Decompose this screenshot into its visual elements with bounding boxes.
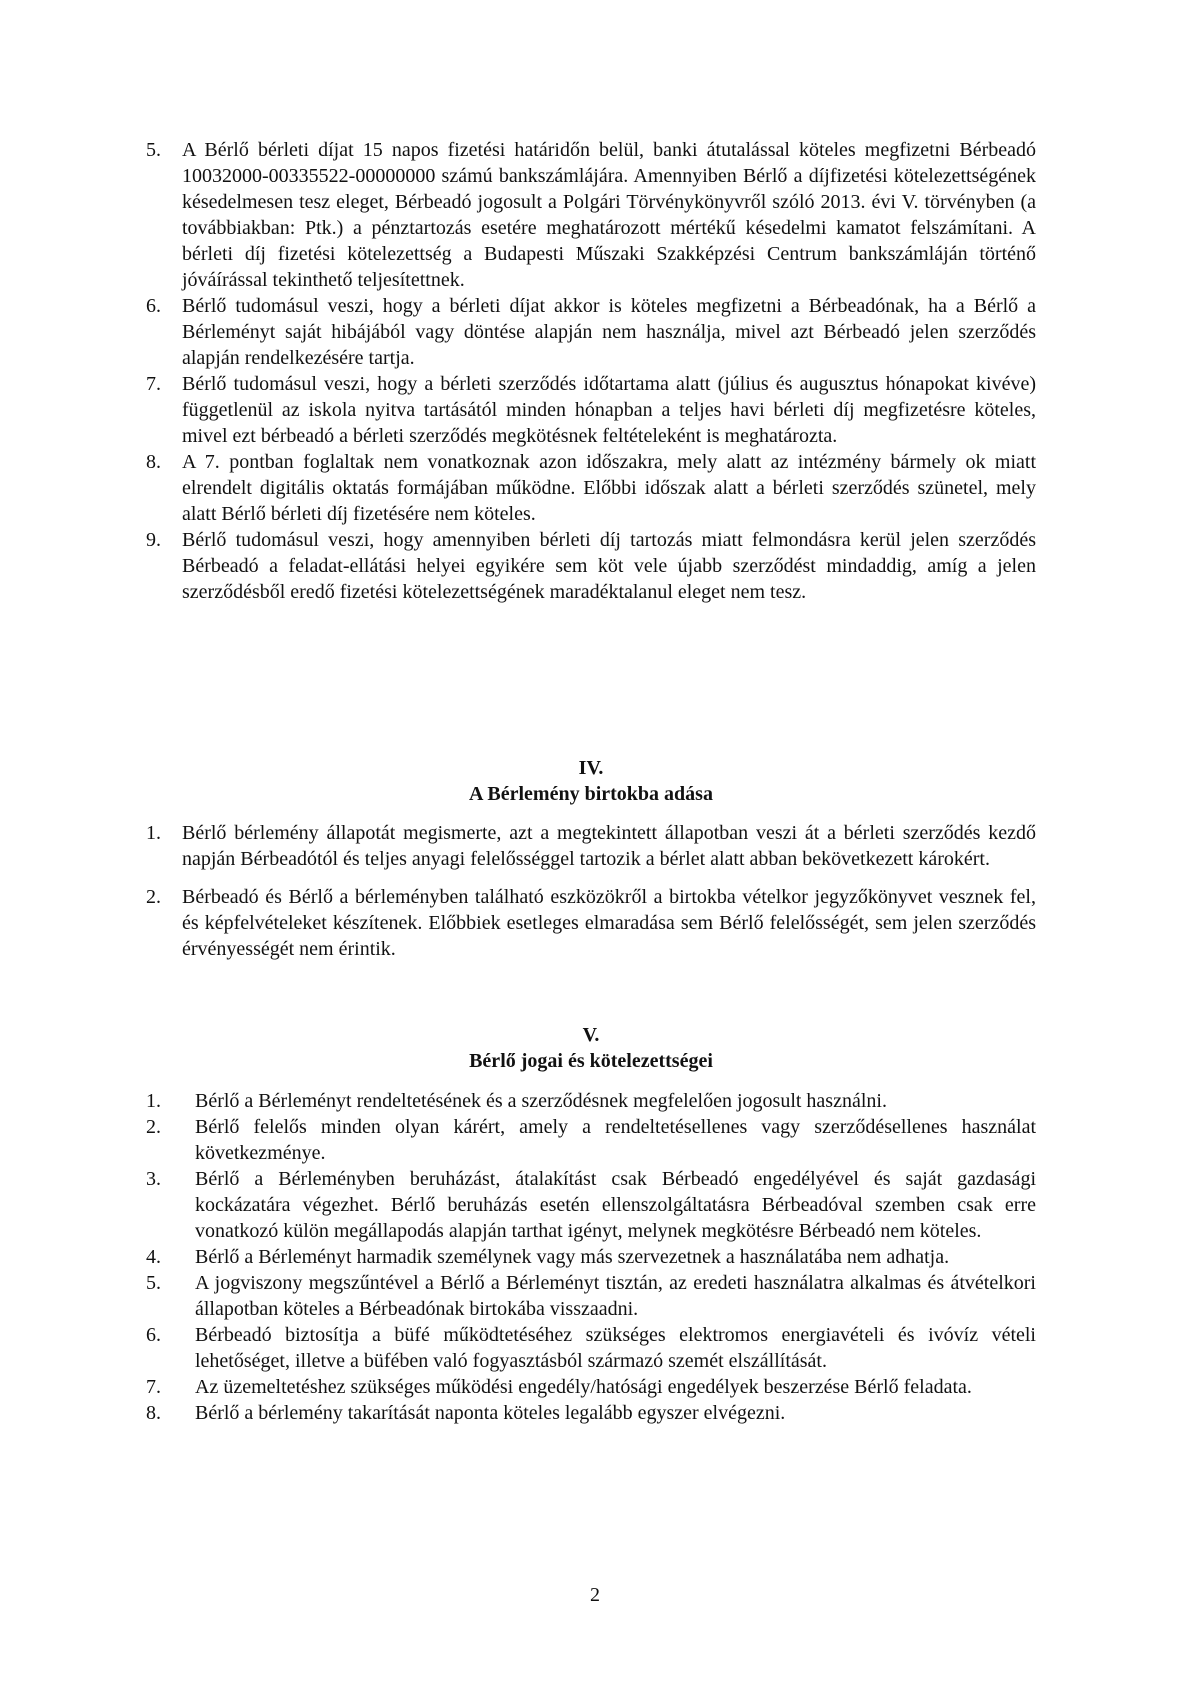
item-number: 6. [146, 1324, 161, 1346]
item-text: Bérlő tudomásul veszi, hogy a bérleti díjat akkor is köteles megfizetni a Bérbeadónak, ha a Bérlő a Bérleményt saját hibájából vagy döntése alapján nem használja, mivel azt Bérbeadó jelen szerződés alapján rendelkezésére tartja. [182, 295, 1036, 369]
item-text: Bérlő a bérlemény takarítását naponta köteles legalább egyszer elvégezni. [195, 1402, 786, 1424]
list-item [146, 1088, 1036, 1114]
list-item [146, 884, 1036, 962]
list-item [146, 449, 1036, 527]
item-text: Bérlő a Bérleményt harmadik személynek vagy más szervezetnek a használatába nem adhatja. [195, 1246, 950, 1268]
section-v-roman: V. [582, 1024, 600, 1046]
list-item [146, 1244, 1036, 1270]
item-text: Bérlő a Bérleményben beruházást, átalakítást csak Bérbeadó engedélyével és saját gazdasági kockázatára végezhet. Bérlő beruházás esetén ellenszolgáltatásra Bérbeadóval szemben csak erre vonatkozó külön megállapodás alapján tarthat igényt, melynek megkötésre Bérbeadó nem köteles. [195, 1168, 1036, 1242]
section-v-list [146, 1088, 1036, 1426]
section-iv-list [146, 820, 1036, 974]
list-item [146, 1166, 1036, 1244]
item-text: Bérlő felelős minden olyan kárért, amely a rendeltetésellenes vagy szerződésellenes használat következménye. [195, 1116, 1036, 1164]
page-number: 2 [590, 1584, 600, 1606]
item-number: 7. [146, 1376, 161, 1398]
list-item [146, 820, 1036, 872]
item-text: Bérbeadó és Bérlő a bérleményben található eszközökről a birtokba vételkor jegyzőkönyvet vesznek fel, és képfelvételeket készítenek. Előbbiek esetleges elmaradása sem Bérlő felelősségét, sem jelen szerződés érvényességét nem érintik. [182, 886, 1036, 960]
list-item [146, 1400, 1036, 1426]
list-item [146, 1322, 1036, 1374]
item-text: A Bérlő bérleti díjat 15 napos fizetési határidőn belül, banki átutalással köteles megfizetni Bérbeadó 10032000-00335522-00000000 számú bankszámlájára. Amennyiben Bérlő a díjfizetési kötelezettségének késedelmesen tesz eleget, Bérbeadó jogosult a Polgári Törvénykönyvről szóló 2013. évi V. törvényben (a továbbiakban: Ptk.) a pénztartozás esetére meghatározott mértékű késedelmi kamatot felszámítani. A bérleti díj fizetési kötelezettség a Budapesti Műszaki Szakképzési Centrum bankszámláján történő jóváírással tekinthető teljesítettnek. [182, 139, 1036, 291]
item-text: A 7. pontban foglaltak nem vonatkoznak azon időszakra, mely alatt az intézmény bármely ok miatt elrendelt digitális oktatás formájában működne. Előbbi időszak alatt a bérleti szerződés szünetel, mely alatt Bérlő bérleti díj fizetésére nem köteles. [182, 451, 1036, 525]
item-number: 5. [146, 1272, 161, 1294]
item-text: Bérlő bérlemény állapotát megismerte, azt a megtekintett állapotban veszi át a bérleti szerződés kezdő napján Bérbeadótól és teljes anyagi felelősséggel tartozik a bérlet alatt abban bekövetkezett károkért. [182, 822, 1036, 870]
item-number: 8. [146, 1402, 161, 1424]
item-number: 1. [146, 1090, 161, 1112]
list-item [146, 1114, 1036, 1166]
item-text: Bérbeadó biztosítja a büfé működtetéséhez szükséges elektromos energiavételi és ivóvíz vételi lehetőséget, illetve a büfében való fogyasztásból származó szemét elszállítását. [195, 1324, 1036, 1372]
item-text: Bérlő tudomásul veszi, hogy a bérleti szerződés időtartama alatt (július és augusztus hónapokat kivéve) függetlenül az iskola nyitva tartásától minden hónapban a teljes havi bérleti díj megfizetésre köteles, mivel ezt bérbeadó a bérleti szerződés megkötésnek feltételeként is meghatározta. [182, 373, 1036, 447]
item-text: Bérlő tudomásul veszi, hogy amennyiben bérleti díj tartozás miatt felmondásra kerül jelen szerződés Bérbeadó a feladat-ellátási helyei egyikére sem köt vele újabb szerződést mindaddig, amíg a jelen szerződésből eredő fizetési kötelezettségének maradéktalanul eleget nem tesz. [182, 529, 1036, 603]
section-v-title: Bérlő jogai és kötelezettségei [469, 1050, 713, 1072]
section-iv-roman: IV. [578, 757, 604, 779]
list-item [146, 371, 1036, 449]
item-number: 4. [146, 1246, 161, 1268]
list-item [146, 1374, 1036, 1400]
item-number: 8. [146, 451, 161, 473]
item-number: 1. [146, 822, 161, 844]
list-item [146, 137, 1036, 293]
item-number: 7. [146, 373, 161, 395]
item-number: 3. [146, 1168, 161, 1190]
list-item [146, 1270, 1036, 1322]
section-iii-continued [146, 137, 1036, 605]
item-text: Az üzemeltetéshez szükséges működési engedély/hatósági engedélyek beszerzése Bérlő feladata. [195, 1376, 972, 1398]
item-text: A jogviszony megszűntével a Bérlő a Bérleményt tisztán, az eredeti használatra alkalmas és átvételkori állapotban köteles a Bérbeadónak birtokába visszaadni. [195, 1272, 1036, 1320]
item-number: 2. [146, 886, 161, 908]
section-iv-title: A Bérlemény birtokba adása [469, 783, 713, 805]
item-number: 9. [146, 529, 161, 551]
list-item [146, 527, 1036, 605]
list-item [146, 293, 1036, 371]
item-number: 5. [146, 139, 161, 161]
item-number: 2. [146, 1116, 161, 1138]
item-text: Bérlő a Bérleményt rendeltetésének és a szerződésnek megfelelően jogosult használni. [195, 1090, 887, 1112]
item-number: 6. [146, 295, 161, 317]
